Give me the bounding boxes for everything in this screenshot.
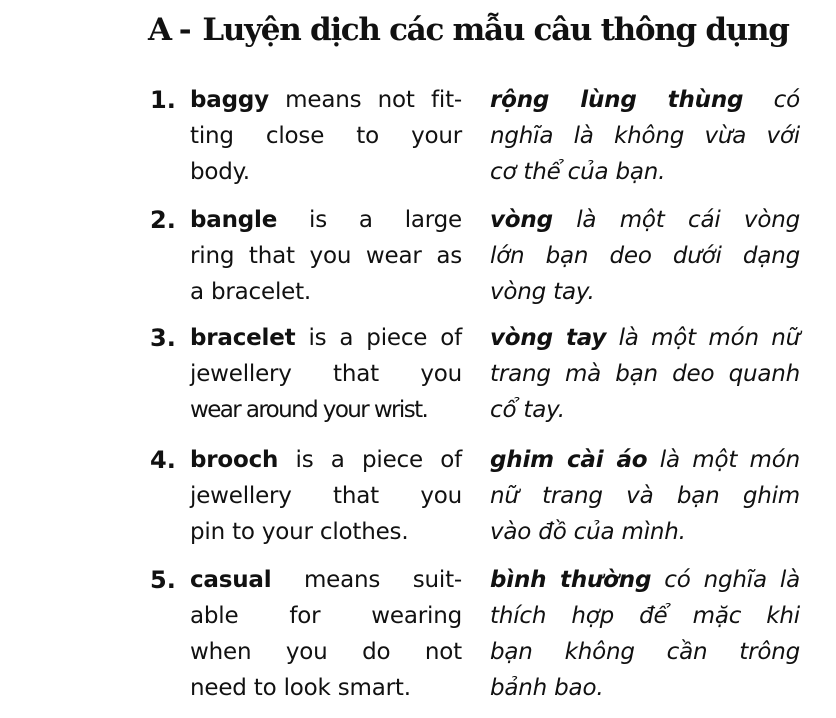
vietnamese-text-line: vào đồ của mình.: [490, 519, 686, 545]
vietnamese-text-line: là một cái vòng: [552, 207, 800, 233]
vietnamese-text-line: là một món nữ: [606, 325, 800, 351]
vietnamese-text-line: bảnh bao.: [490, 675, 604, 701]
english-text-line: means suit-: [271, 567, 462, 593]
english-term: bracelet: [190, 325, 296, 351]
vietnamese-term: bình thường: [490, 567, 652, 593]
vietnamese-definition: [490, 82, 800, 190]
vietnamese-text-line: cơ thể của bạn.: [490, 159, 666, 185]
english-text-line: wear around your wrist.: [190, 397, 428, 423]
english-definition: [190, 442, 462, 550]
vietnamese-text-line: trang mà bạn deo quanh: [490, 361, 800, 387]
vietnamese-definition: [490, 562, 800, 706]
entry-number: 1.: [150, 86, 176, 114]
vietnamese-term: vòng: [490, 207, 553, 233]
english-text-line: ring that you wear as: [190, 243, 462, 269]
vietnamese-text-line: thích hợp để mặc khi: [490, 603, 800, 629]
english-term: baggy: [190, 87, 269, 113]
english-text-line: ting close to your: [190, 123, 462, 149]
english-term: casual: [190, 567, 272, 593]
vietnamese-text-line: lớn bạn deo dưới dạng: [490, 243, 800, 269]
vietnamese-text-line: vòng tay.: [490, 279, 595, 305]
english-text-line: is a large: [277, 207, 462, 233]
english-definition: [190, 562, 462, 706]
vietnamese-text-line: có: [743, 87, 800, 113]
title-dash: -: [178, 12, 191, 48]
english-text-line: when you do not: [190, 639, 462, 665]
entry-number: 4.: [150, 446, 176, 474]
vietnamese-text-line: bạn không cần trông: [490, 639, 800, 665]
english-text-line: pin to your clothes.: [190, 519, 409, 545]
english-definition: [190, 82, 462, 190]
english-text-line: a bracelet.: [190, 279, 312, 305]
vietnamese-text-line: nữ trang và bạn ghim: [490, 483, 800, 509]
vietnamese-term: vòng tay: [490, 325, 607, 351]
entry-number: 5.: [150, 566, 176, 594]
vietnamese-text-line: cổ tay.: [490, 397, 565, 423]
english-term: brooch: [190, 447, 279, 473]
vietnamese-term: ghim cài áo: [490, 447, 648, 473]
entry-number: 3.: [150, 324, 176, 352]
english-text-line: able for wearing: [190, 603, 462, 629]
vietnamese-definition: [490, 202, 800, 310]
vietnamese-term: rộng lùng thùng: [490, 87, 744, 113]
english-text-line: is a piece of: [278, 447, 462, 473]
english-definition: [190, 320, 462, 428]
vietnamese-text-line: là một món: [647, 447, 800, 473]
english-text-line: need to look smart.: [190, 675, 411, 701]
english-text-line: is a piece of: [295, 325, 462, 351]
section-letter: A: [148, 12, 171, 48]
section-title: [148, 8, 828, 52]
vietnamese-text-line: có nghĩa là: [651, 567, 800, 593]
section-heading-text: Luyện dịch các mẫu câu thông dụng: [202, 12, 789, 48]
english-term: bangle: [190, 207, 278, 233]
english-text-line: means not fit-: [268, 87, 462, 113]
vietnamese-definition: [490, 320, 800, 428]
entry-number: 2.: [150, 206, 176, 234]
english-text-line: jewellery that you: [190, 483, 462, 509]
vietnamese-text-line: nghĩa là không vừa với: [490, 123, 800, 149]
english-text-line: jewellery that you: [190, 361, 462, 387]
english-definition: [190, 202, 462, 310]
vietnamese-definition: [490, 442, 800, 550]
english-text-line: body.: [190, 159, 250, 185]
